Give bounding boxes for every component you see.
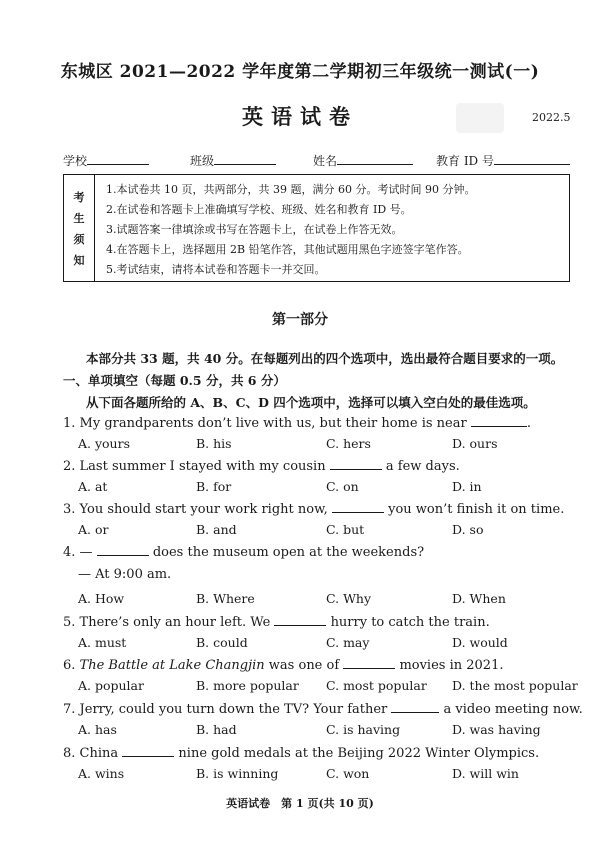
question-text: does the museum open at the weekends? (152, 545, 425, 560)
option-a[interactable]: A. must (78, 635, 127, 650)
option-b[interactable]: B. and (196, 522, 237, 537)
answer-blank[interactable] (274, 613, 326, 626)
notice-rule: 4.在答题卡上，选择题用 2B 铅笔作答，其他试题用黑色字迹签字笔作答。 (106, 243, 469, 256)
answer-blank[interactable] (330, 457, 382, 470)
name-field[interactable] (313, 152, 413, 169)
option-b[interactable]: B. is winning (196, 766, 279, 781)
part1-intro: 本部分共 33 题，共 40 分。在每题列出的四个选项中，选出最符合题目要求的一项。 (86, 351, 564, 366)
class-field[interactable] (190, 152, 276, 169)
question-text: 4. — (63, 545, 93, 560)
question-4 (63, 543, 424, 560)
edu-id-label: 教育 ID 号 (436, 154, 494, 168)
class-label: 班级 (190, 154, 215, 168)
question-text: nine gold medals at the Beijing 2022 Winter Olympics. (178, 746, 540, 761)
question-5 (63, 613, 490, 630)
question-text: a video meeting now. (443, 702, 583, 717)
option-c[interactable]: C. hers (326, 436, 371, 451)
option-d[interactable]: D. will win (452, 766, 519, 781)
notice-label (64, 175, 95, 281)
answer-blank[interactable] (471, 414, 527, 427)
question-text: 2. Last summer I stayed with my cousin (63, 459, 326, 474)
faded-stamp (456, 103, 504, 133)
question-text: 7. Jerry, could you turn down the TV? Your father (63, 702, 388, 717)
option-d[interactable]: D. so (452, 522, 484, 537)
question-text: . (526, 416, 531, 431)
question-3 (63, 500, 564, 517)
notice-rule: 2.在试卷和答题卡上准确填写学校、班级、姓名和教育 ID 号。 (106, 203, 412, 216)
option-d[interactable]: D. was having (452, 722, 541, 737)
movie-title: The Battle at Lake Changjin (79, 658, 265, 673)
option-b[interactable]: B. more popular (196, 678, 299, 693)
question-text: hurry to catch the train. (330, 615, 490, 630)
notice-rule: 3.试题答案一律填涂或书写在答题卡上，在试卷上作答无效。 (106, 223, 403, 236)
option-b[interactable]: B. for (196, 479, 232, 494)
option-b[interactable]: B. could (196, 635, 248, 650)
name-line (337, 152, 413, 165)
school-field[interactable] (63, 152, 149, 169)
option-b[interactable]: B. had (196, 722, 237, 737)
option-a[interactable]: A. has (78, 722, 117, 737)
option-d[interactable]: D. ours (452, 436, 498, 451)
option-b[interactable]: B. Where (196, 591, 255, 606)
option-c[interactable]: C. is having (326, 722, 401, 737)
answer-blank[interactable] (122, 744, 174, 757)
edu-id-line (494, 152, 570, 165)
answer-blank[interactable] (97, 543, 149, 556)
option-a[interactable]: A. at (78, 479, 108, 494)
option-c[interactable]: C. Why (326, 591, 372, 606)
answer-blank[interactable] (391, 700, 439, 713)
option-b[interactable]: B. his (196, 436, 232, 451)
answer-blank[interactable] (332, 500, 384, 513)
option-a[interactable]: A. or (78, 522, 109, 537)
option-c[interactable]: C. on (326, 479, 359, 494)
school-line (87, 152, 149, 165)
option-c[interactable]: C. but (326, 522, 365, 537)
question-text: was one of (264, 658, 340, 673)
option-c[interactable]: C. won (326, 766, 370, 781)
notice-rule: 5.考试结束，请将本试卷和答题卡一并交回。 (106, 263, 326, 276)
option-a[interactable]: A. popular (78, 678, 144, 693)
exam-subtitle: 英语试卷 (242, 104, 358, 129)
option-a[interactable]: A. How (78, 591, 125, 606)
option-c[interactable]: C. most popular (326, 678, 427, 693)
notice-label-char: 考 (73, 191, 85, 204)
answer-blank[interactable] (343, 656, 395, 669)
question-text: movies in 2021. (399, 658, 504, 673)
page-footer: 英语试卷 第 1 页(共 10 页) (226, 797, 374, 810)
question-1 (63, 414, 531, 431)
notice-rule: 1.本试卷共 10 页，共两部分，共 39 题，满分 60 分。考试时间 90 分钟。 (106, 183, 476, 196)
section-title: 一、单项填空（每题 0.5 分，共 6 分） (63, 373, 286, 388)
edu-id-field[interactable] (436, 152, 570, 169)
option-a[interactable]: A. yours (78, 436, 131, 451)
notice-label-char: 知 (73, 254, 85, 267)
question-4-response: — At 9:00 am. (78, 567, 172, 582)
question-6 (63, 656, 503, 673)
option-d[interactable]: D. When (452, 591, 506, 606)
option-d[interactable]: D. in (452, 479, 482, 494)
question-text: 5. There’s only an hour left. We (63, 615, 271, 630)
exam-title: 东城区 2021—2022 学年度第二学期初三年级统一测试(一) (60, 62, 540, 82)
section-instruction: 从下面各题所给的 A、B、C、D 四个选项中，选择可以填入空白处的最佳选项。 (86, 395, 536, 410)
question-7 (63, 700, 583, 717)
option-d[interactable]: D. would (452, 635, 508, 650)
name-label: 姓名 (313, 154, 338, 168)
question-text: 3. You should start your work right now, (63, 502, 328, 517)
option-c[interactable]: C. may (326, 635, 370, 650)
exam-date: 2022.5 (532, 111, 571, 124)
question-text: 1. My grandparents don’t live with us, but their home is near (63, 416, 467, 431)
option-d[interactable]: D. the most popular (452, 678, 578, 693)
question-text: you won’t finish it on time. (388, 502, 565, 517)
part1-title: 第一部分 (272, 312, 328, 328)
notice-label-char: 生 (73, 212, 85, 225)
notice-label-char: 须 (73, 233, 85, 246)
exam-notice-box (63, 174, 570, 282)
school-label: 学校 (63, 154, 88, 168)
question-8 (63, 744, 539, 761)
option-a[interactable]: A. wins (78, 766, 125, 781)
class-line (214, 152, 276, 165)
question-2 (63, 457, 460, 474)
question-text: 8. China (63, 746, 119, 761)
question-number: 6. (63, 658, 76, 673)
question-text: a few days. (385, 459, 460, 474)
